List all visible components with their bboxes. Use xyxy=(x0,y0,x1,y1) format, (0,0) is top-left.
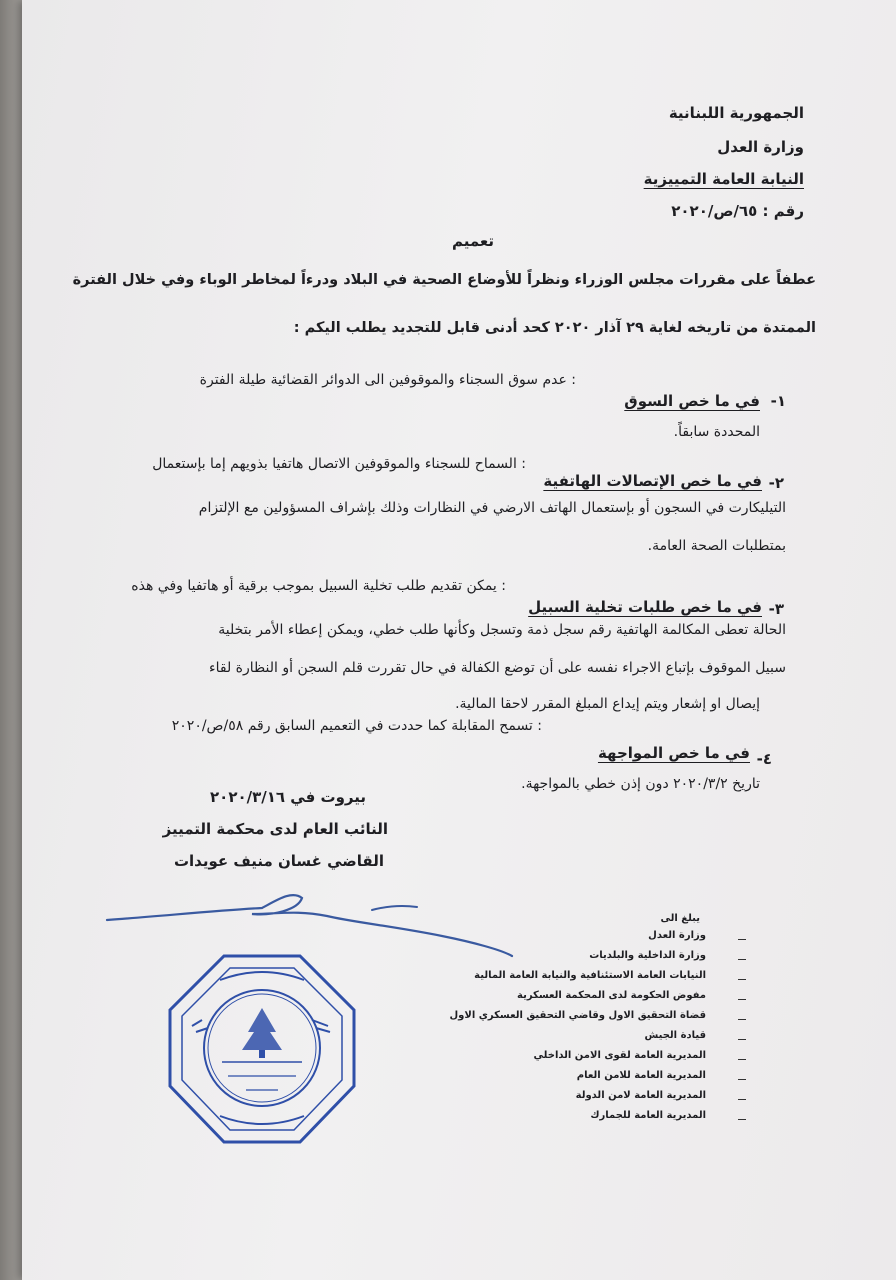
item-1-heading: في ما خص السوق xyxy=(624,392,760,410)
item-3-line-3: سبيل الموقوف بإتباع الاجراء نفسه على أن توضع الكفالة في حال تقررت قلم السجن أو النظارة لقاء xyxy=(209,660,786,676)
signatory-position: النائب العام لدى محكمة التمييز xyxy=(162,820,388,838)
recipient-7: المديرية العامة لقوى الامن الداخلي xyxy=(533,1050,706,1061)
recipient-8: المديرية العامة للامن العام xyxy=(576,1070,706,1081)
distribution-title: يبلغ الى xyxy=(660,913,700,924)
bullet-dash xyxy=(738,1119,746,1120)
document-page xyxy=(22,0,896,1280)
office-name: النيابة العامة التمييزية xyxy=(643,170,804,188)
place-date: بيروت في ٢٠٢٠/٣/١٦ xyxy=(210,788,366,806)
item-2-line-2: التيليكارت في السجون أو بإستعمال الهاتف الارضي في النظارات وذلك بإشراف المسؤولين مع الإلتزام xyxy=(198,500,786,516)
intro-line-2: الممتدة من تاريخه لغاية ٢٩ آذار ٢٠٢٠ كحد أدنى قابل للتجديد يطلب اليكم : xyxy=(293,320,816,336)
bullet-dash xyxy=(738,999,746,1000)
item-4-number: ٤- xyxy=(756,750,772,768)
item-4-line-2: تاريخ ٢٠٢٠/٣/٢ دون إذن خطي بالمواجهة. xyxy=(521,776,760,792)
bullet-dash xyxy=(738,1099,746,1100)
bullet-dash xyxy=(738,1019,746,1020)
recipient-9: المديرية العامة لامن الدولة xyxy=(575,1090,706,1101)
item-1-line-1: : عدم سوق السجناء والموقوفين الى الدوائر القضائية طيلة الفترة xyxy=(199,372,576,388)
item-2-number: ٢- xyxy=(768,474,784,492)
item-3-line-4: إيصال او إشعار ويتم إيداع المبلغ المقرر لاحقا المالية. xyxy=(455,696,760,712)
item-1-number: ١- xyxy=(770,392,786,410)
signatory-name: القاضي غسان منيف عويدات xyxy=(173,852,384,870)
bullet-dash xyxy=(738,959,746,960)
recipient-3: النيابات العامة الاستئنافية والنيابة العامة المالية xyxy=(474,970,706,981)
item-4-heading: في ما خص المواجهة xyxy=(597,744,750,762)
item-2-line-1: : السماح للسجناء والموقوفين الاتصال هاتفيا بذويهم إما بإستعمال xyxy=(152,456,526,472)
recipient-2: وزارة الداخلية والبلديات xyxy=(589,950,706,961)
handwritten-signature xyxy=(102,880,522,960)
item-1-line-2: المحددة سابقاً. xyxy=(673,424,760,440)
bullet-dash xyxy=(738,939,746,940)
official-stamp xyxy=(162,950,362,1150)
item-2-line-3: بمتطلبات الصحة العامة. xyxy=(647,538,786,554)
recipient-10: المديرية العامة للجمارك xyxy=(590,1110,706,1121)
item-3-line-2: الحالة تعطى المكالمة الهاتفية رقم سجل ذمة وتسجل وكأنها طلب خطي، ويمكن إعطاء الأمر بتخلية xyxy=(218,622,786,638)
bullet-dash xyxy=(738,979,746,980)
item-4-line-1: : تسمح المقابلة كما حددت في التعميم السابق رقم ٥٨/ص/٢٠٢٠ xyxy=(171,718,542,734)
bullet-dash xyxy=(738,1039,746,1040)
recipient-6: قيادة الجيش xyxy=(644,1030,706,1041)
reference-number: رقم : ٦٥/ص/٢٠٢٠ xyxy=(671,202,804,220)
item-3-heading: في ما خص طلبات تخلية السبيل xyxy=(528,598,762,616)
bullet-dash xyxy=(738,1079,746,1080)
item-2-heading: في ما خص الإتصالات الهاتفية xyxy=(543,472,762,490)
bullet-dash xyxy=(738,1059,746,1060)
intro-line-1: عطفاً على مقررات مجلس الوزراء ونظراً للأوضاع الصحية في البلاد ودرءاً لمخاطر الوباء وفي خلال الفترة xyxy=(72,272,816,288)
item-3-line-1: : يمكن تقديم طلب تخلية السبيل بموجب برقية أو هاتفيا وفي هذه xyxy=(131,578,506,594)
item-3-number: ٣- xyxy=(768,600,784,618)
recipient-5: قضاة التحقيق الاول وقاضي التحقيق العسكري الاول xyxy=(449,1010,706,1021)
recipient-4: مفوض الحكومة لدى المحكمة العسكرية xyxy=(517,990,706,1001)
document-title: تعميم xyxy=(451,232,494,250)
country-name: الجمهورية اللبنانية xyxy=(668,104,804,122)
recipient-1: وزارة العدل xyxy=(648,930,706,941)
ministry-name: وزارة العدل xyxy=(717,138,804,156)
